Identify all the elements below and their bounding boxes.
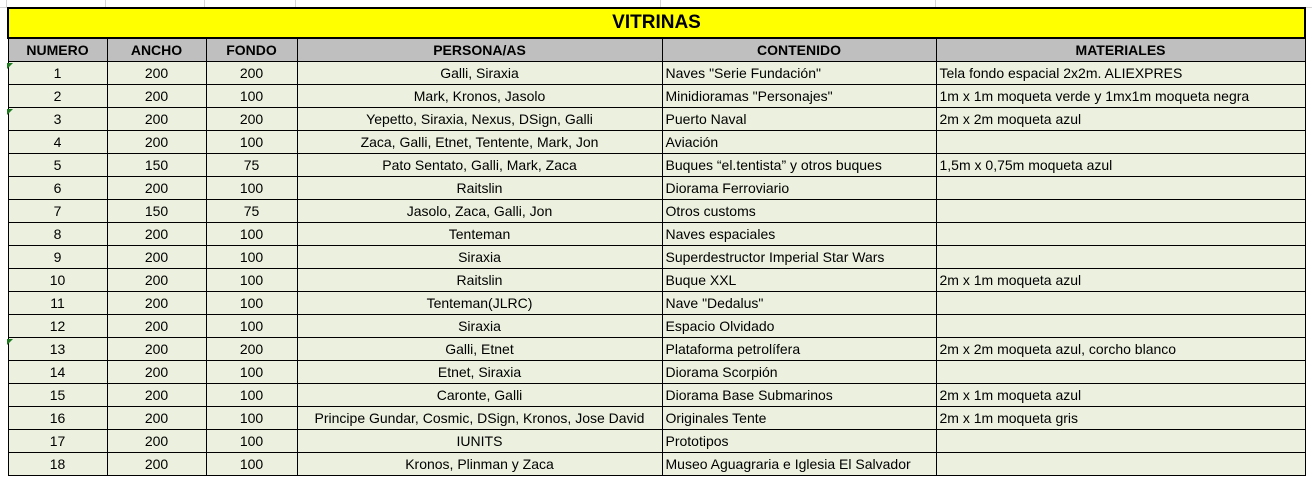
cell-numero[interactable]: 4 — [8, 131, 107, 154]
cell-fondo[interactable]: 75 — [206, 154, 297, 177]
cell-fondo[interactable]: 100 — [206, 177, 297, 200]
cell-ancho[interactable]: 200 — [107, 246, 206, 269]
cell-personas[interactable]: Caronte, Galli — [297, 384, 662, 407]
cell-personas[interactable]: Kronos, Plinman y Zaca — [297, 453, 662, 476]
cell-note-indicator — [7, 109, 13, 115]
cell-numero[interactable]: 12 — [8, 315, 107, 338]
cell-fondo[interactable]: 100 — [206, 292, 297, 315]
table-row — [8, 246, 1305, 269]
cell-materiales[interactable] — [936, 200, 1305, 223]
table-row — [8, 177, 1305, 200]
cell-fondo[interactable]: 100 — [206, 361, 297, 384]
cell-contenido[interactable]: Superdestructor Imperial Star Wars — [662, 246, 936, 269]
cell-materiales[interactable]: 2m x 2m moqueta azul, corcho blanco — [936, 338, 1305, 361]
cell-fondo[interactable]: 200 — [206, 338, 297, 361]
cell-numero[interactable]: 9 — [8, 246, 107, 269]
cell-numero[interactable]: 14 — [8, 361, 107, 384]
cell-numero[interactable]: 2 — [8, 85, 107, 108]
cell-numero[interactable]: 11 — [8, 292, 107, 315]
cell-materiales[interactable] — [936, 315, 1305, 338]
cell-materiales[interactable]: 2m x 1m moqueta azul — [936, 269, 1305, 292]
cell-ancho[interactable]: 200 — [107, 338, 206, 361]
cell-fondo[interactable]: 100 — [206, 246, 297, 269]
table-row — [8, 131, 1305, 154]
cell-contenido[interactable]: Diorama Ferroviario — [662, 177, 936, 200]
cell-personas[interactable]: Zaca, Galli, Etnet, Tentente, Mark, Jon — [297, 131, 662, 154]
cell-personas[interactable]: Galli, Siraxia — [297, 62, 662, 85]
cell-ancho[interactable]: 200 — [107, 407, 206, 430]
cell-contenido[interactable]: Otros customs — [662, 200, 936, 223]
cell-fondo[interactable]: 100 — [206, 315, 297, 338]
cell-personas[interactable]: Tenteman(JLRC) — [297, 292, 662, 315]
cell-contenido[interactable]: Diorama Base Submarinos — [662, 384, 936, 407]
cell-fondo[interactable]: 100 — [206, 430, 297, 453]
cell-contenido[interactable]: Originales Tente — [662, 407, 936, 430]
cell-materiales[interactable]: 2m x 1m moqueta azul — [936, 384, 1305, 407]
table-row — [8, 407, 1305, 430]
cell-materiales[interactable] — [936, 292, 1305, 315]
cell-ancho[interactable]: 200 — [107, 85, 206, 108]
cell-personas[interactable]: Etnet, Siraxia — [297, 361, 662, 384]
table-row — [8, 85, 1305, 108]
cell-numero[interactable]: 3 — [8, 108, 107, 131]
cell-personas[interactable]: Siraxia — [297, 246, 662, 269]
cell-materiales[interactable] — [936, 246, 1305, 269]
cell-materiales[interactable] — [936, 453, 1305, 476]
cell-numero[interactable]: 5 — [8, 154, 107, 177]
cell-contenido[interactable]: Buque XXL — [662, 269, 936, 292]
cell-numero[interactable]: 13 — [8, 338, 107, 361]
cell-materiales[interactable] — [936, 131, 1305, 154]
cell-ancho[interactable]: 200 — [107, 361, 206, 384]
cell-materiales[interactable] — [936, 430, 1305, 453]
cell-contenido[interactable]: Naves espaciales — [662, 223, 936, 246]
cell-numero[interactable]: 10 — [8, 269, 107, 292]
cell-ancho[interactable]: 200 — [107, 62, 206, 85]
cell-fondo[interactable]: 100 — [206, 453, 297, 476]
cell-materiales[interactable]: 1,5m x 0,75m moqueta azul — [936, 154, 1305, 177]
cell-personas[interactable]: Principe Gundar, Cosmic, DSign, Kronos, Jose David — [297, 407, 662, 430]
header-materiales[interactable]: MATERIALES — [936, 38, 1305, 62]
cell-ancho[interactable]: 150 — [107, 200, 206, 223]
cell-contenido[interactable]: Plataforma petrolífera — [662, 338, 936, 361]
cell-ancho[interactable]: 150 — [107, 154, 206, 177]
cell-materiales[interactable] — [936, 223, 1305, 246]
cell-contenido[interactable]: Puerto Naval — [662, 108, 936, 131]
table-row — [8, 200, 1305, 223]
table-row — [8, 315, 1305, 338]
header-ancho[interactable]: ANCHO — [107, 38, 206, 62]
table-row — [8, 338, 1305, 361]
cell-materiales[interactable] — [936, 361, 1305, 384]
cell-ancho[interactable]: 200 — [107, 453, 206, 476]
cell-numero[interactable]: 15 — [8, 384, 107, 407]
cell-note-indicator — [7, 339, 13, 345]
cell-numero[interactable]: 16 — [8, 407, 107, 430]
cell-ancho[interactable]: 200 — [107, 223, 206, 246]
cell-fondo[interactable]: 200 — [206, 108, 297, 131]
cell-contenido[interactable]: Nave "Dedalus" — [662, 292, 936, 315]
cell-personas[interactable]: Mark, Kronos, Jasolo — [297, 85, 662, 108]
table-row — [8, 269, 1305, 292]
header-fondo[interactable]: FONDO — [206, 38, 297, 62]
cell-numero[interactable]: 6 — [8, 177, 107, 200]
cell-ancho[interactable]: 200 — [107, 108, 206, 131]
cell-ancho[interactable]: 200 — [107, 292, 206, 315]
cell-personas[interactable]: Pato Sentato, Galli, Mark, Zaca — [297, 154, 662, 177]
cell-personas[interactable]: Jasolo, Zaca, Galli, Jon — [297, 200, 662, 223]
cell-ancho[interactable]: 200 — [107, 430, 206, 453]
cell-contenido[interactable]: Naves "Serie Fundación" — [662, 62, 936, 85]
cell-personas[interactable]: Galli, Etnet — [297, 338, 662, 361]
cell-materiales[interactable] — [936, 177, 1305, 200]
cell-personas[interactable]: Siraxia — [297, 315, 662, 338]
cell-fondo[interactable]: 200 — [206, 62, 297, 85]
header-numero[interactable]: NUMERO — [8, 38, 107, 62]
cell-numero[interactable]: 7 — [8, 200, 107, 223]
table-row — [8, 384, 1305, 407]
cell-contenido[interactable]: Museo Aguagraria e Iglesia El Salvador — [662, 453, 936, 476]
cell-fondo[interactable]: 100 — [206, 223, 297, 246]
table-row — [8, 361, 1305, 384]
header-contenido[interactable]: CONTENIDO — [662, 38, 936, 62]
cell-numero[interactable]: 17 — [8, 430, 107, 453]
table-row — [8, 154, 1305, 177]
cell-contenido[interactable]: Espacio Olvidado — [662, 315, 936, 338]
cell-contenido[interactable]: Aviación — [662, 131, 936, 154]
cell-materiales[interactable]: Tela fondo espacial 2x2m. ALIEXPRES — [936, 62, 1305, 85]
cell-ancho[interactable]: 200 — [107, 177, 206, 200]
cell-contenido[interactable]: Buques “el.tentista” y otros buques — [662, 154, 936, 177]
table-row — [8, 62, 1305, 85]
cell-numero[interactable]: 8 — [8, 223, 107, 246]
cell-fondo[interactable]: 100 — [206, 384, 297, 407]
cell-materiales[interactable]: 2m x 1m moqueta gris — [936, 407, 1305, 430]
cell-ancho[interactable]: 200 — [107, 131, 206, 154]
cell-personas[interactable]: Raitslin — [297, 177, 662, 200]
cell-fondo[interactable]: 100 — [206, 269, 297, 292]
table-row — [8, 108, 1305, 131]
sheet-title[interactable]: VITRINAS — [8, 8, 1305, 38]
cell-fondo[interactable]: 100 — [206, 407, 297, 430]
cell-fondo[interactable]: 75 — [206, 200, 297, 223]
cell-personas[interactable]: Raitslin — [297, 269, 662, 292]
cell-contenido[interactable]: Diorama Scorpión — [662, 361, 936, 384]
cell-note-indicator — [7, 63, 13, 69]
table-row — [8, 292, 1305, 315]
table-row — [8, 453, 1305, 476]
header-row — [8, 38, 1305, 62]
cell-contenido[interactable]: Prototipos — [662, 430, 936, 453]
cell-fondo[interactable]: 100 — [206, 131, 297, 154]
table-row — [8, 430, 1305, 453]
cell-contenido[interactable]: Minidioramas "Personajes" — [662, 85, 936, 108]
cell-personas[interactable]: Tenteman — [297, 223, 662, 246]
title-row — [8, 8, 1305, 38]
cell-ancho[interactable]: 200 — [107, 315, 206, 338]
cell-materiales[interactable]: 1m x 1m moqueta verde y 1mx1m moqueta negra — [936, 85, 1305, 108]
cell-ancho[interactable]: 200 — [107, 269, 206, 292]
table-row — [8, 223, 1305, 246]
header-personas[interactable]: PERSONA/AS — [297, 38, 662, 62]
cell-ancho[interactable]: 200 — [107, 384, 206, 407]
cell-numero[interactable]: 18 — [8, 453, 107, 476]
vitrinas-table — [7, 7, 1306, 476]
cell-numero[interactable]: 1 — [8, 62, 107, 85]
cell-fondo[interactable]: 100 — [206, 85, 297, 108]
cell-materiales[interactable]: 2m x 2m moqueta azul — [936, 108, 1305, 131]
cell-personas[interactable]: Yepetto, Siraxia, Nexus, DSign, Galli — [297, 108, 662, 131]
cell-personas[interactable]: IUNITS — [297, 430, 662, 453]
